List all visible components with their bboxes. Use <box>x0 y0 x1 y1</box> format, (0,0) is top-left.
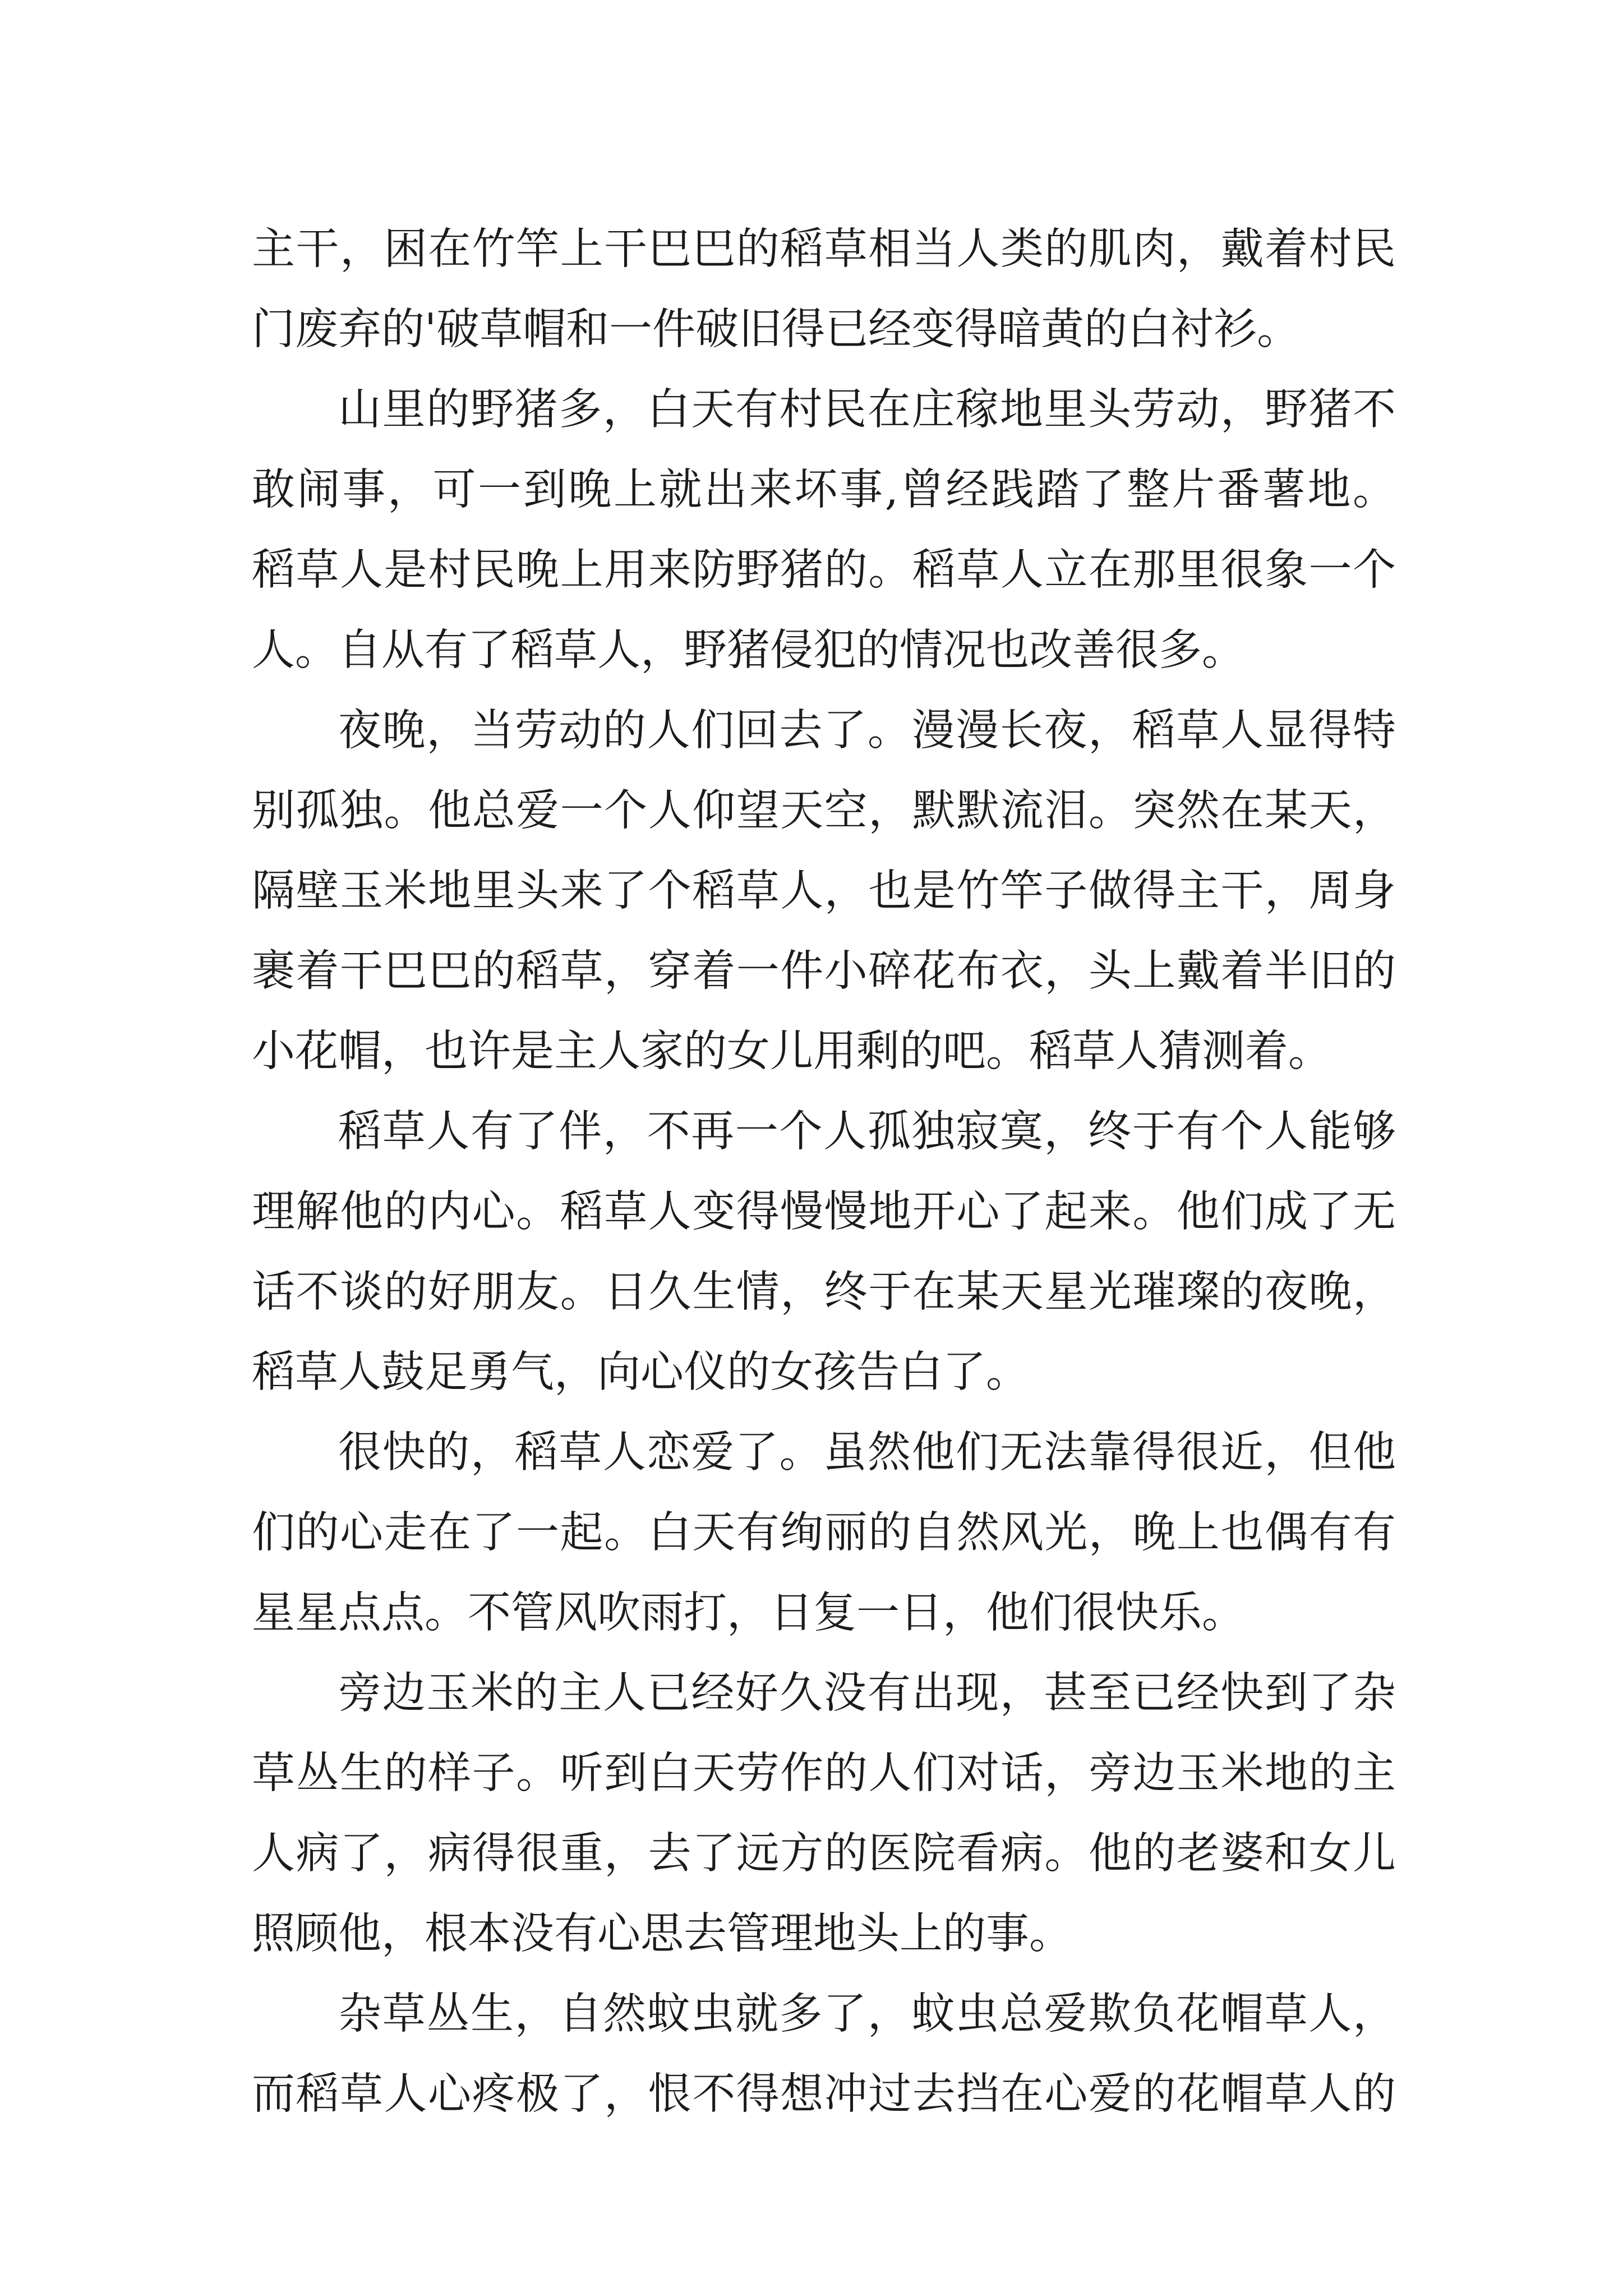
text-line: 们的心走在了一起。白天有绚丽的自然风光，晚上也偶有有 <box>252 1508 1396 1558</box>
text-line: 照顾他，根本没有心思去管理地头上的事。 <box>252 1909 1072 1959</box>
text-line: 理解他的内心。稻草人变得慢慢地开心了起来。他们成了无 <box>252 1187 1396 1237</box>
text-line: 主干，困在竹竿上干巴巴的稻草相当人类的肌肉，戴着村民 <box>252 224 1396 274</box>
text-line: 而稻草人心疼极了，恨不得想冲过去挡在心爱的花帽草人的 <box>252 2069 1396 2119</box>
text-line: 人。自从有了稻草人，野猪侵犯的情况也改善很多。 <box>252 625 1245 675</box>
text-line: 话不谈的好朋友。日久生情，终于在某天星光璀璨的夜晚， <box>252 1267 1396 1317</box>
text-line: 草丛生的样子。听到白天劳作的人们对话，旁边玉米地的主 <box>252 1749 1396 1798</box>
paragraph-first-line: 旁边玉米的主人已经好久没有出现，甚至已经快到了杂 <box>338 1668 1396 1718</box>
paragraph-first-line: 稻草人有了伴，不再一个人孤独寂寞，终于有个人能够 <box>338 1107 1396 1157</box>
paragraph-first-line: 杂草丛生，自然蚊虫就多了，蚊虫总爱欺负花帽草人， <box>338 1989 1396 2039</box>
story-text <box>252 209 1396 2134</box>
text-line: 门废弃的'破草帽和一件破旧得已经变得暗黄的白衬衫。 <box>252 305 1301 355</box>
paragraph-first-line: 山里的野猪多，白天有村民在庄稼地里头劳动，野猪不 <box>338 385 1396 435</box>
paragraph-first-line: 很快的，稻草人恋爱了。虽然他们无法靠得很近，但他 <box>338 1428 1396 1478</box>
text-line: 稻草人是村民晚上用来防野猪的。稻草人立在那里很象一个 <box>252 545 1396 595</box>
text-line: 小花帽，也许是主人家的女儿用剩的吧。稻草人猜测着。 <box>252 1027 1331 1076</box>
text-line: 裹着干巴巴的稻草，穿着一件小碎花布衣，头上戴着半旧的 <box>252 946 1396 996</box>
text-line: 别孤独。他总爱一个人仰望天空，默默流泪。突然在某天， <box>252 786 1396 836</box>
text-line: 人病了，病得很重，去了远方的医院看病。他的老婆和女儿 <box>252 1829 1396 1879</box>
paragraph-first-line: 夜晚，当劳动的人们回去了。漫漫长夜，稻草人显得特 <box>338 706 1396 756</box>
text-line: 稻草人鼓足勇气，向心仪的女孩告白了。 <box>252 1347 1029 1397</box>
text-line: 敢闹事，可一到晚上就出来坏事,曾经践踏了整片番薯地。 <box>252 465 1396 515</box>
text-line: 隔壁玉米地里头来了个稻草人，也是竹竿子做得主干，周身 <box>252 866 1396 916</box>
text-line: 星星点点。不管风吹雨打，日复一日，他们很快乐。 <box>252 1588 1245 1638</box>
